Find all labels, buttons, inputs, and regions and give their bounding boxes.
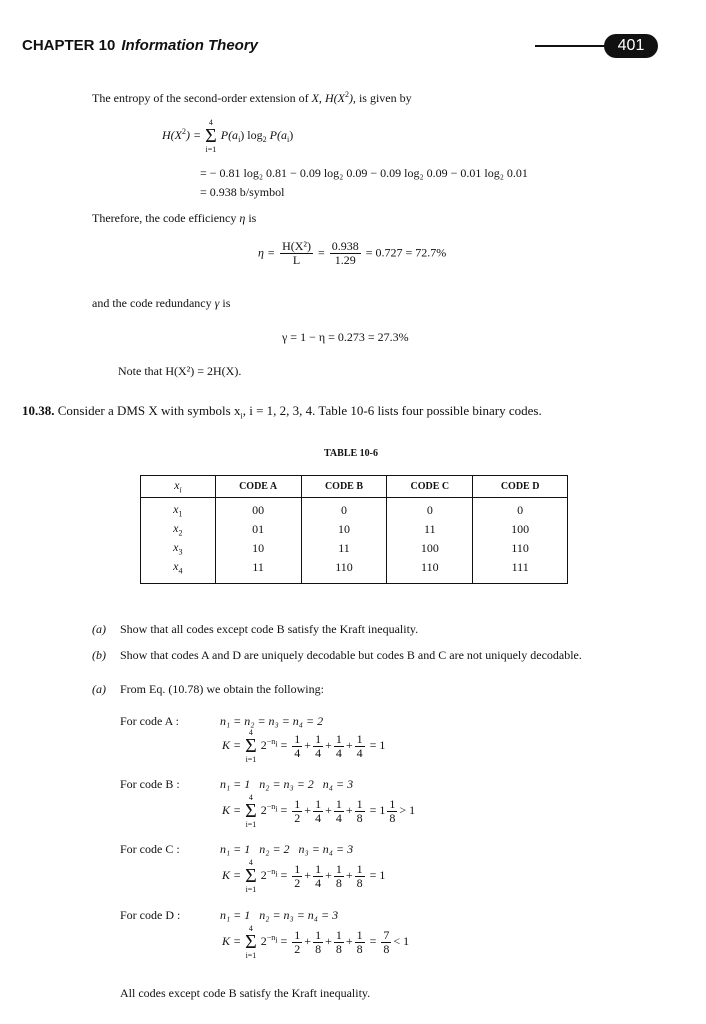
code-d-kraft: K = 4 Σ i=1 $2^{-n_i}$ = $\frac{1}{2}$ + $\frac{1}{8}$ + $\frac{1}{8}$ + $\frac{1}{8}$ = $\frac{7}{8}$ < 1 [222, 924, 410, 960]
efficiency-intro: Therefore, the code efficiency η is [92, 211, 257, 225]
summation-symbol: 4 Σ i=1 [245, 793, 257, 829]
redundancy-equation: γ = 1 − η = 0.273 = 27.3% [282, 330, 409, 344]
code-a-label: For code A : [120, 714, 179, 728]
code-d-label: For code D : [120, 908, 181, 922]
question-a-text: Show that all codes except code B satisfy the Kraft inequality. [120, 622, 419, 636]
efficiency-equation: η = $\frac{\text{H(X²)}}{L}$ = $\frac{0.938}{1.29}$ = 0.727 = 72.7% [258, 239, 447, 267]
summation-symbol: 4 Σ i=1 [245, 924, 257, 960]
code-d-lengths: n₁ = 1 n₂ = n₃ = n₄ = 3 [220, 908, 339, 922]
solution-intro: From Eq. (10.78) we obtain the following: [120, 682, 324, 696]
question-b-text: Show that codes A and D are uniquely decodable but codes B and C are not uniquely decodable. [120, 648, 582, 662]
header-code-d: CODE D [473, 476, 568, 498]
code-b-label: For code B : [120, 777, 180, 791]
code-c-label: For code C : [120, 842, 180, 856]
table-row: $x_1$ 00 0 0 0 [141, 501, 568, 520]
summation-symbol: 4 Σ i=1 [205, 118, 217, 154]
header-code-c: CODE C [387, 476, 473, 498]
header-x: $x_i$ [141, 476, 216, 498]
table-row: $x_2$ 01 10 11 100 [141, 520, 568, 539]
problem-statement: 10.38. Consider a DMS X with symbols $x_i$, i = 1, 2, 3, 4. Table 10-6 lists four possible binary codes. [22, 403, 542, 421]
summation-symbol: 4 Σ i=1 [245, 858, 257, 894]
code-a-lengths: n₁ = n₂ = n₃ = n₄ = 2 [220, 714, 324, 728]
entropy-line-2: = − 0.81 log₂ 0.81 − 0.09 log₂ 0.09 − 0.09 log₂ 0.09 − 0.01 log₂ 0.01 [200, 166, 528, 180]
entropy-equation: $H(X^2)$ = 4 Σ i=1 $P(a_i)$ $\log_2 P(a_i)$ [162, 118, 294, 154]
redundancy-intro: and the code redundancy γ is [92, 296, 231, 310]
header-code-b: CODE B [301, 476, 387, 498]
problem-number: 10.38. [22, 403, 55, 418]
entropy-line-3: = 0.938 b/symbol [200, 185, 285, 199]
table-row: $x_4$ 11 110 110 111 [141, 558, 568, 584]
table-row: $x_3$ 10 11 100 110 [141, 539, 568, 558]
page-number: 401 [604, 34, 658, 58]
solution-conclusion: All codes except code B satisfy the Kraft inequality. [120, 986, 371, 1000]
solution-label: (a) [92, 682, 106, 696]
entropy-intro: The entropy of the second-order extension of X, $H(X^2)$, is given by [92, 90, 412, 105]
question-a: (a) [92, 622, 106, 636]
question-b: (b) [92, 648, 106, 662]
chapter-number: CHAPTER 10 [22, 37, 116, 54]
codes-table [140, 475, 568, 584]
table-caption: TABLE 10-6 [324, 448, 378, 459]
running-header [22, 37, 258, 54]
code-c-kraft: K = 4 Σ i=1 $2^{-n_i}$ = $\frac{1}{2}$ + $\frac{1}{4}$ + $\frac{1}{8}$ + $\frac{1}{8}$ = 1 [222, 858, 386, 894]
chapter-title: Information Theory [121, 37, 259, 54]
code-a-kraft: K = 4 Σ i=1 $2^{-n_i}$ = $\frac{1}{4}$ + $\frac{1}{4}$ + $\frac{1}{4}$ + $\frac{1}{4}$ = 1 [222, 728, 386, 764]
note: Note that H(X²) = 2H(X). [118, 364, 242, 378]
header-code-a: CODE A [215, 476, 301, 498]
summation-symbol: 4 Σ i=1 [245, 728, 257, 764]
code-b-lengths: n₁ = 1 n₂ = n₃ = 2 n₄ = 3 [220, 777, 354, 791]
code-b-kraft: K = 4 Σ i=1 $2^{-n_i}$ = $\frac{1}{2}$ + $\frac{1}{4}$ + $\frac{1}{4}$ + $\frac{1}{8}$ = 1 $\frac{1}{8}$ > 1 [222, 793, 416, 829]
code-c-lengths: n₁ = 1 n₂ = 2 n₃ = n₄ = 3 [220, 842, 354, 856]
